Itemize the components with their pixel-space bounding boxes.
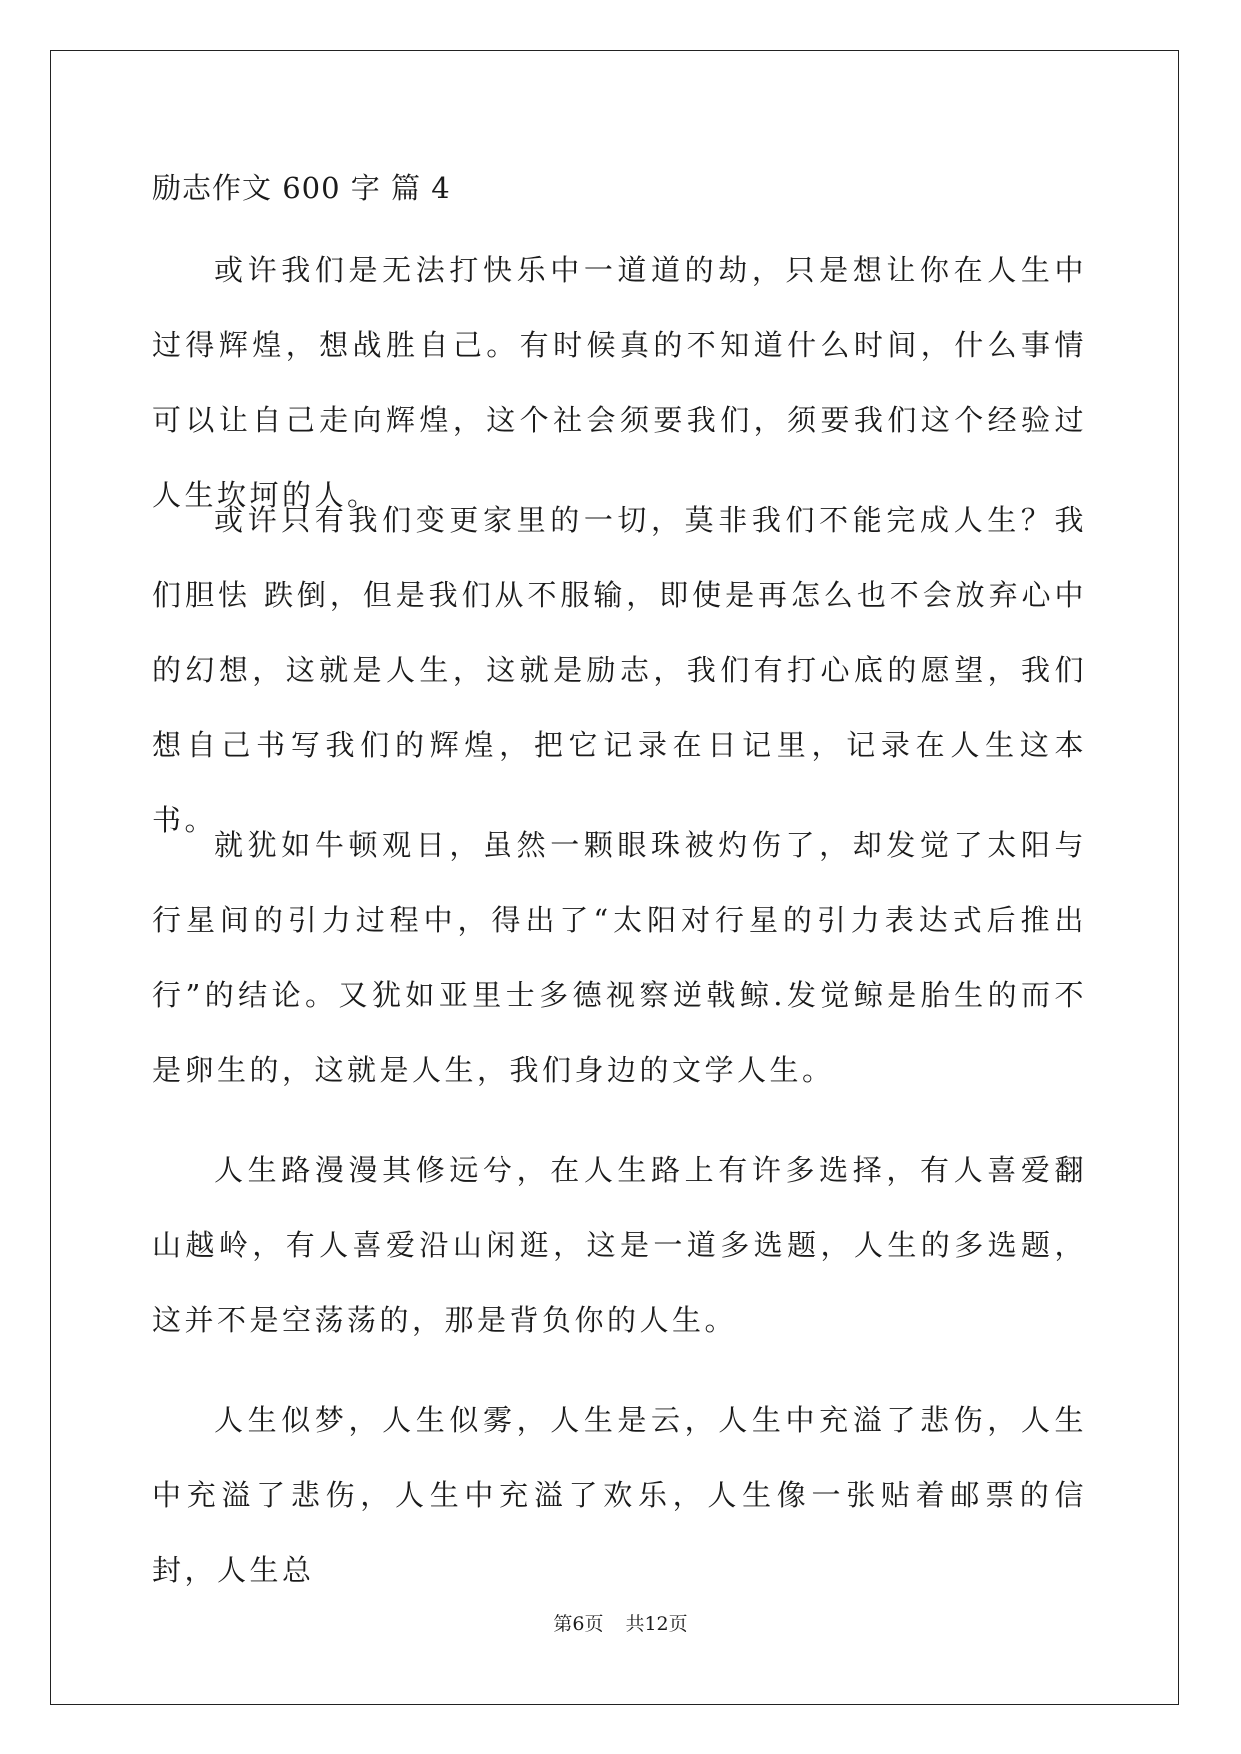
paragraph-3: 就犹如牛顿观日，虽然一颗眼珠被灼伤了，却发觉了太阳与行星间的引力过程中，得出了“太阳对行星的引力表达式后推出行”的结论。又犹如亚里士多德视察逆戟鲸.发觉鲸是胎生的而不是卵生的，这就是人生，我们身边的文学人生。 <box>152 828 1087 1087</box>
page-footer <box>0 1612 1241 1636</box>
paragraph-1: 或许我们是无法打快乐中一道道的劫，只是想让你在人生中过得辉煌，想战胜自己。有时候真的不知道什么时间，什么事情可以让自己走向辉煌，这个社会须要我们，须要我们这个经验过人生坎坷的人。 <box>152 253 1087 512</box>
document-title: 励志作文 600 字 篇 4 <box>152 171 451 205</box>
paragraph-2: 或许只有我们变更家里的一切，莫非我们不能完成人生？我们胆怯 跌倒，但是我们从不服输，即使是再怎么也不会放弃心中的幻想，这就是人生，这就是励志，我们有打心底的愿望，我们想自己书写我们的辉煌，把它记录在日记里，记录在人生这本书。 <box>152 503 1087 837</box>
page-number-total: 共12页 <box>625 1613 688 1635</box>
paragraph-4: 人生路漫漫其修远兮，在人生路上有许多选择，有人喜爱翻山越岭，有人喜爱沿山闲逛，这是一道多选题，人生的多选题，这并不是空荡荡的，那是背负你的人生。 <box>152 1153 1087 1337</box>
page-number-current: 第6页 <box>553 1613 604 1635</box>
paragraph-5: 人生似梦，人生似雾，人生是云，人生中充溢了悲伤，人生中充溢了悲伤，人生中充溢了欢乐，人生像一张贴着邮票的信封，人生总 <box>152 1403 1087 1587</box>
